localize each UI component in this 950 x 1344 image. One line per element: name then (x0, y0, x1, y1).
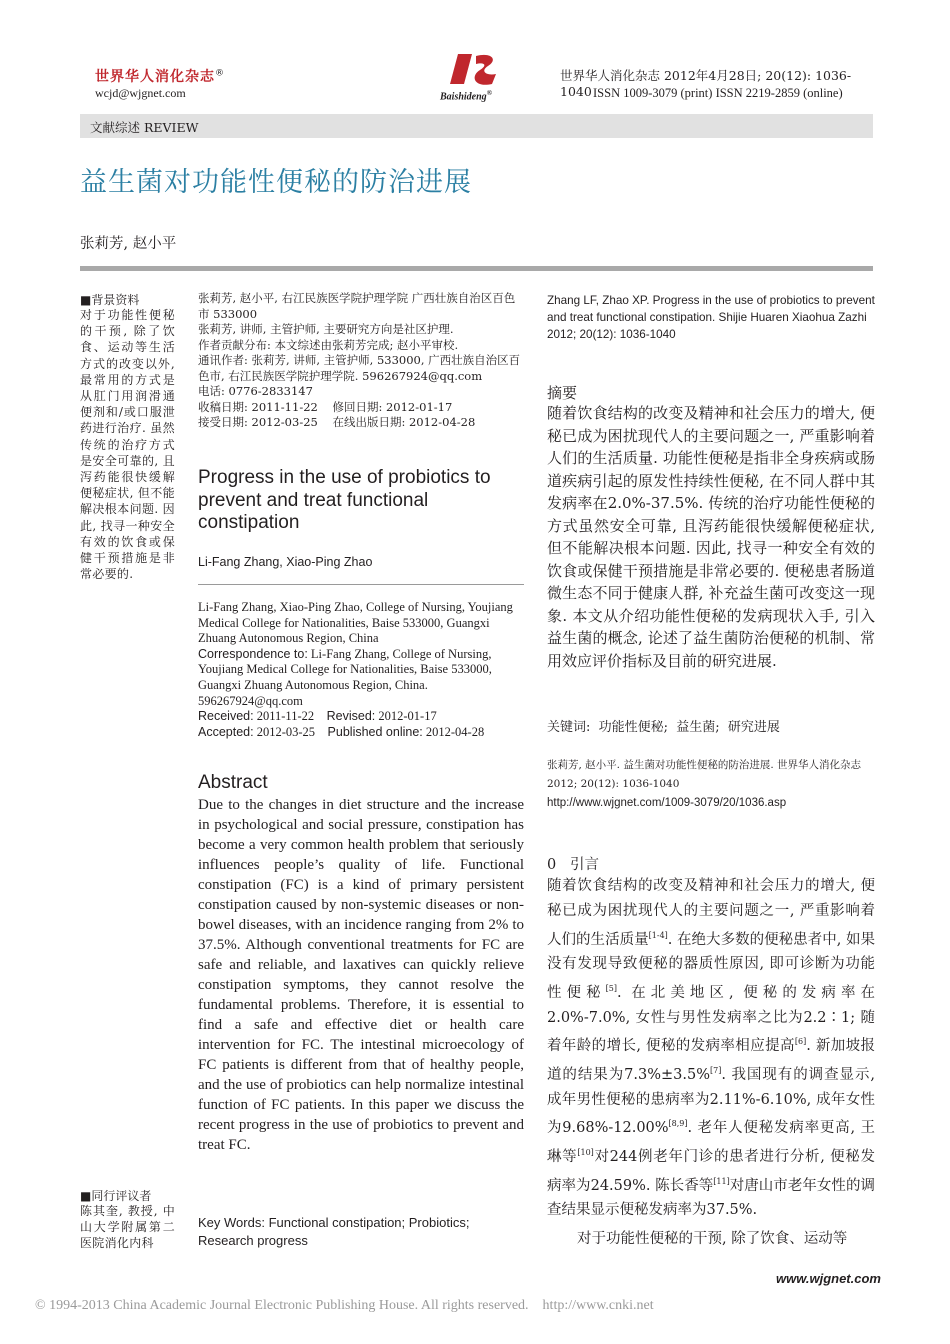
correspondence (198, 647, 524, 709)
affiliation-cn-line: 电话: 0776-2833147 (198, 384, 313, 398)
section-bar (80, 114, 873, 138)
received-revised (198, 709, 524, 725)
authors-cn: 张莉芳, 赵小平 (80, 236, 177, 252)
reference-marker[interactable]: [7] (710, 1066, 722, 1076)
revised-label: Revised: (326, 709, 376, 724)
accepted-date: 2012-03-25 (253, 724, 316, 739)
intro-text-segment: 对唐山市老年女性的调查结果显示便秘发病率为37.5%. (547, 1177, 875, 1219)
intro-text-segment: 对244例老年门诊的患者进行分析, 便秘发病率为24.59%. 陈长香等 (547, 1148, 875, 1194)
intro-text-segment: . 在北美地区, 便秘的发病率在2.0%-7.0%, 女性与男性发病率之比为2.2∶1; 随着年龄的增长, 便秘的发病率相应提高 (547, 984, 876, 1055)
keywords (198, 1214, 524, 1250)
correspondence-text: Li-Fang Zhang, College of Nursing, Youjiang Medical College for Nationalities, Baise 533000, Guangxi Zhuang Autonomous Region, China. 596267924@qq.com (198, 646, 492, 708)
intro-paragraph-2: 对于功能性便秘的干预, 除了饮食、运动等 (577, 1231, 848, 1247)
affiliation-cn-line: 张莉芳, 赵小平, 右江民族医学院护理学院 广西壮族自治区百色市 533000 (198, 291, 516, 321)
received-label: Received: (198, 709, 254, 724)
cn-abstract-heading: 摘要 (547, 384, 578, 402)
revised-date: 2012-01-17 (375, 709, 437, 724)
citation-en: Zhang LF, Zhao XP. Progress in the use of probiotics to prevent and treat functional constipation. Shijie Huaren Xiaohua Zazhi 2012; 20(12): 1036-1040 (547, 294, 875, 341)
intro-heading: 0 引言 (547, 857, 600, 873)
intro-text-segment: 随着饮食结构的改变及精神和社会压力的增大, 便秘已成为困扰现代人的主要问题之一, 严重影响着人们的生活质量 (547, 878, 875, 948)
publisher-name: Baishideng® (440, 89, 492, 103)
journal-logo: 世界华人消化杂志® (95, 68, 225, 85)
accepted-published (198, 725, 524, 741)
english-title: Progress in the use of probiotics to prevent and treat functional constipation (198, 467, 491, 533)
footer-url[interactable]: www.wjgnet.com (776, 1271, 881, 1286)
intro-text-segment: . 在绝大多数的便秘患者中, 如果没有发现导致便秘的器质性原因, 即可诊断为功能性便秘 (547, 931, 876, 1001)
published-label: Published online: (327, 724, 423, 739)
affiliation-en (198, 600, 524, 740)
sidebar-reviewer-heading: ■同行评议者 (80, 1189, 152, 1203)
affiliation-cn-line: 接受日期: 2012-03-25 在线出版日期: 2012-04-28 (198, 415, 476, 429)
cn-keywords: 关键词: 功能性便秘; 益生菌; 研究进展 (547, 720, 780, 735)
cn-citation-url[interactable]: http://www.wjgnet.com/1009-3079/20/1036.asp (547, 797, 787, 809)
abstract-heading: Abstract (198, 772, 268, 793)
keywords-label: Key Words: (198, 1215, 265, 1230)
reference-marker[interactable]: [5] (605, 984, 617, 994)
reference-marker[interactable]: [8,9] (668, 1119, 688, 1129)
header-issn: ISSN 1009-3079 (print) ISSN 2219-2859 (online) (593, 86, 843, 100)
affiliation-cn-line: 通讯作者: 张莉芳, 讲师, 主管护师, 533000, 广西壮族自治区百色市, 右江民族医学院护理学院. 596267924@qq.com (198, 353, 521, 383)
correspondence-label: Correspondence to: (198, 646, 308, 661)
reference-marker[interactable]: [6] (794, 1037, 807, 1047)
intro-text-segment: . 我国现有的调查显示, 成年男性便秘的患病率为2.11%-6.10%, 成年女性为9.68%-12.00% (547, 1066, 876, 1137)
top-rule (80, 266, 873, 271)
abstract-text: Due to the changes in diet structure and the increase in psychological and social pressure, constipation has become a very common health problem that seriously influences people’s quality of life. Functional constipation (FC) is a kind of primary persistent constipation caused by non-systemic diseases or non-bowel diseases, with an incidence ranging from 2% to 37.5%. Although conventional treatments for FC are safe and reliable, and laxatives can quickly relieve constipation symptoms, they cannot resolve the fundamental problems. Therefore, it is essential to find a safe and effective diet or health care intervention for FC. The intestinal microecology of FC patients is different from that of healthy people, and the use of probiotics can help normalize intestinal function of FC patients. In this paper we discuss the recent progress in the use of probiotics to prevent and treat FC. (198, 797, 524, 1153)
reference-marker[interactable]: [10] (577, 1148, 594, 1158)
affiliation-cn-line: 收稿日期: 2011-11-22 修回日期: 2012-01-17 (198, 399, 453, 414)
sidebar-background-text: 对于功能性便秘的干预, 除了饮食、运动等生活方式的改变以外, 最常用的方式是从肛门用润滑通便剂和/或口服泄药进行治疗. 虽然传统的治疗方式是安全可靠的, 且泻药能很快缓解便秘症状, 但不能解决根本问题. 因此, 找寻一种安全有效的饮食或保健干预措施是非常必要的. (80, 308, 175, 582)
intro-text-segment: . 新加坡报道的结果为7.3%±3.5% (547, 1038, 876, 1083)
affiliation-cn-line: 作者贡献分布: 本文综述由张莉芳完成; 赵小平审校. (198, 337, 459, 352)
published-date: 2012-04-28 (422, 724, 485, 739)
section-label: 文献综述 REVIEW (90, 120, 199, 135)
affiliation-en-text: Li-Fang Zhang, Xiao-Ping Zhao, College of Nursing, Youjiang Medical College for Nationalities, Baise 533000, Guangxi Zhuang Autonomous Region, China (198, 600, 513, 646)
article-title: 益生菌对功能性便秘的防治进展 (80, 167, 472, 198)
intro-paragraph (547, 874, 875, 1223)
reference-marker[interactable]: [11] (713, 1176, 730, 1186)
keywords-text: Functional constipation; Probiotics; Research progress (198, 1215, 470, 1248)
header-citation: 世界华人消化杂志 2012年4月28日; 20(12): 1036-1040 (560, 68, 852, 99)
publisher-logo-icon (436, 50, 516, 90)
reference-marker[interactable]: [1-4] (648, 930, 668, 940)
column-rule (198, 584, 524, 585)
sidebar-reviewer-text: 陈其奎, 教授, 中山大学附属第二医院消化内科 (80, 1204, 175, 1251)
header-email[interactable]: wcjd@wjgnet.com (95, 86, 186, 100)
accepted-label: Accepted: (198, 724, 254, 739)
english-authors: Li-Fang Zhang, Xiao-Ping Zhao (198, 555, 373, 569)
intro-text-segment: . 老年人便秘发病率更高, 王琳等 (547, 1120, 875, 1165)
affiliation-cn-line: 张莉芳, 讲师, 主管护师, 主要研究方向是社区护理. (198, 322, 454, 336)
affiliation-cn (198, 291, 524, 431)
cn-abstract-text: 随着饮食结构的改变及精神和社会压力的增大, 便秘已成为困扰现代人的主要问题之一, 严重影响着人们的生活质量. 功能性便秘是指非全身疾病或肠道疾病引起的原发性持续性便秘, 在不同人群中其发病率在2.0%-37.5%. 传统的治疗功能性便秘的方式虽然安全可靠, 且泻药能很快缓解便秘症状, 但不能解决根本问题. 因此, 找寻一种安全有效的饮食或保健干预措施是非常必要的. 便秘患者肠道微生态不同于健康人群, 补充益生菌可改变这一现象. 本文从介绍功能性便秘的发病现状入手, 引入益生菌的概念, 论述了益生菌防治便秘的机制、常用效应评价指标及目前的研究进展. (547, 404, 875, 670)
sidebar-background-heading: ■背景资料 (80, 293, 140, 307)
cn-citation: 张莉芳, 赵小平. 益生菌对功能性便秘的防治进展. 世界华人消化杂志 2012; 20(12): 1036-1040 (547, 759, 862, 790)
received-date: 2011-11-22 (253, 709, 315, 724)
copyright-notice: © 1994-2013 China Academic Journal Electronic Publishing House. All rights reserved. http://www.cnki.net (35, 1298, 654, 1313)
